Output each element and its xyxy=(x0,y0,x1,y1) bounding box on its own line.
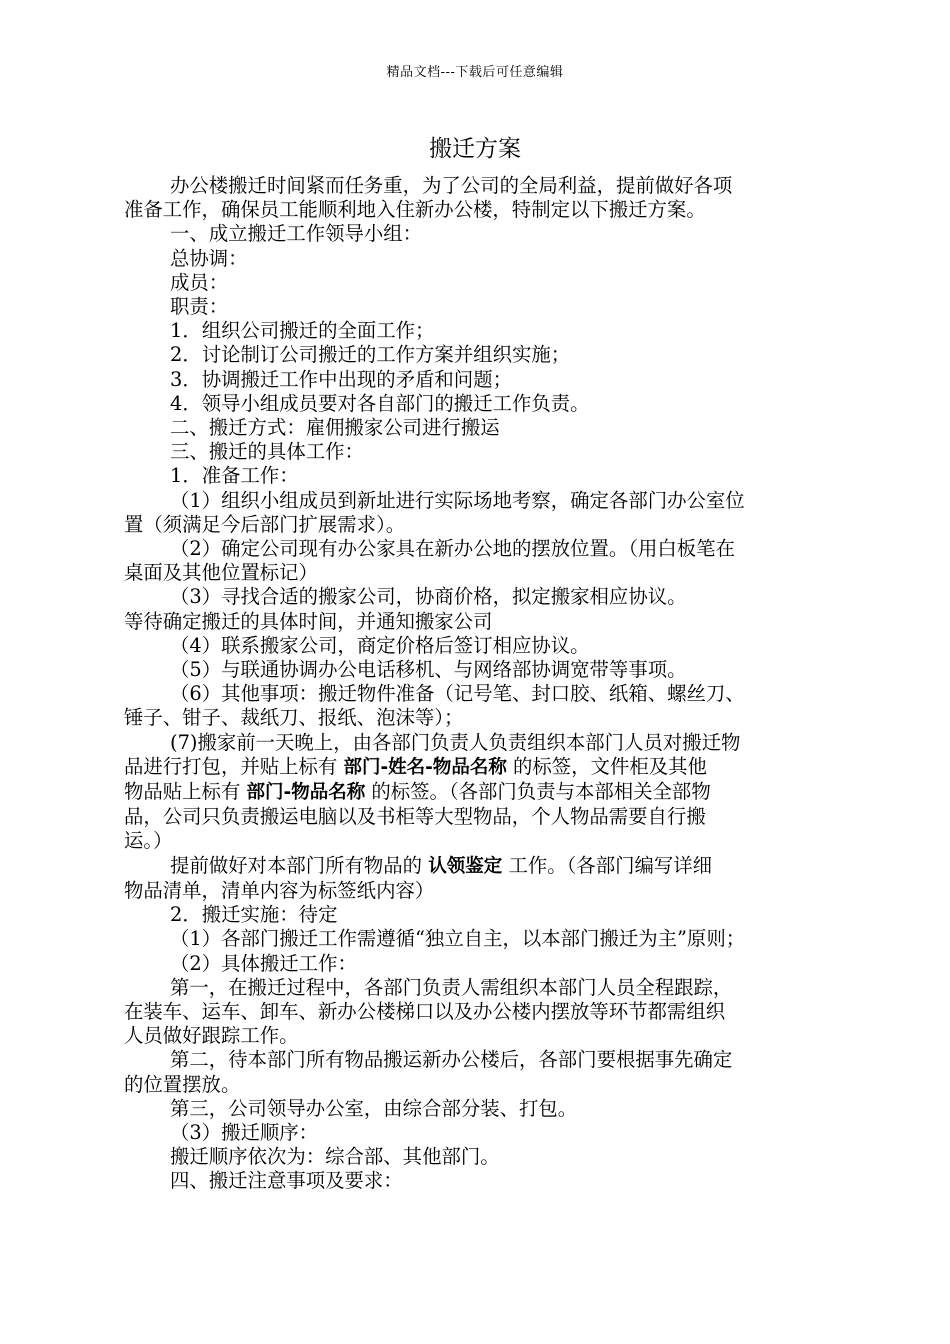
document-title: 搬迁方案 xyxy=(429,136,521,162)
list-item: 4．领导小组成员要对各自部门的搬迁工作负责。 xyxy=(170,391,590,415)
text-run: 品进行打包，并贴上标有 xyxy=(124,754,338,778)
list-item: （2）确定公司现有办公家具在新办公地的摆放位置。（用白板笔在 xyxy=(170,537,735,561)
list-item: （2）具体搬迁工作： xyxy=(170,951,357,975)
claim-check-bold: 认领鉴定 xyxy=(428,855,503,877)
list-item: （1）各部门搬迁工作需遵循“独立自主，以本部门搬迁为主”原则； xyxy=(170,927,746,951)
text-run: 提前做好对本部门所有物品的 xyxy=(170,853,423,877)
list-item: (7)搬家前一天晚上，由各部门负责人负责组织本部门人员对搬迁物 xyxy=(170,730,741,754)
text-run: 的标签。（各部门负责与本部相关全部物 xyxy=(371,780,711,804)
list-item: （3）搬迁顺序： xyxy=(170,1120,319,1144)
document-body xyxy=(124,174,834,1194)
paragraph-line: 职责： xyxy=(170,295,229,319)
list-item: （4）联系搬家公司，商定价格后签订相应协议。 xyxy=(170,633,590,657)
paragraph-line: 准备工作，确保员工能顺利地入住新办公楼，特制定以下搬迁方案。 xyxy=(124,198,706,222)
section-heading: 三、搬迁的具体工作： xyxy=(170,440,364,464)
paragraph-line: 等待确定搬迁的具体时间，并通知搬家公司 xyxy=(124,609,493,633)
list-item: （1）组织小组成员到新址进行实际场地考察，确定各部门办公室位 xyxy=(170,488,745,512)
text-run: 工作。（各部门编写详细 xyxy=(508,853,713,877)
paragraph-line: 锤子、钳子、裁纸刀、报纸、泡沫等）； xyxy=(124,706,464,730)
list-item: 2．讨论制订公司搬迁的工作方案并组织实施； xyxy=(170,343,571,367)
text-run: 物品贴上标有 xyxy=(124,780,241,804)
text-run: 的标签，文件柜及其他 xyxy=(513,754,707,778)
section-heading: 一、成立搬迁工作领导小组： xyxy=(170,222,423,246)
paragraph-line: 搬迁顺序依次为：综合部、其他部门。 xyxy=(170,1145,500,1169)
paragraph-line: 桌面及其他位置标记） xyxy=(124,561,318,585)
paragraph-line: 在装车、运车、卸车、新办公楼梯口以及办公楼内摆放等环节都需组织 xyxy=(124,999,726,1023)
page-header: 精品文档---下载后可任意编辑 xyxy=(386,65,564,80)
list-item: （3）寻找合适的搬家公司，协商价格，拟定搬家相应协议。 xyxy=(170,585,687,609)
paragraph-line: 成员： xyxy=(170,270,229,294)
paragraph-line: 物品清单，清单内容为标签纸内容） xyxy=(124,878,435,902)
label-format-bold: 部门-姓名-物品名称 xyxy=(343,756,507,778)
section-heading: 二、搬迁方式：雇佣搬家公司进行搬运 xyxy=(170,416,500,440)
paragraph-line: 的位置摆放。 xyxy=(124,1072,241,1096)
paragraph-line: 运。） xyxy=(124,829,173,853)
paragraph-line: 总协调： xyxy=(170,246,248,270)
paragraph-line xyxy=(124,755,834,780)
subsection-heading: 2．搬迁实施：待定 xyxy=(170,903,338,927)
paragraph-line: 置（须满足今后部门扩展需求）。 xyxy=(124,512,406,536)
section-heading: 四、搬迁注意事项及要求： xyxy=(170,1169,403,1193)
paragraph-line: 第三，公司领导办公室，由综合部分装、打包。 xyxy=(170,1096,578,1120)
list-item: （6）其他事项：搬迁物件准备（记号笔、封口胶、纸箱、螺丝刀、 xyxy=(170,682,745,706)
list-item: 3．协调搬迁工作中出现的矛盾和问题； xyxy=(170,367,512,391)
paragraph-line: 办公楼搬迁时间紧而任务重，为了公司的全局利益，提前做好各项 xyxy=(170,174,733,197)
label-format-bold: 部门-物品名称 xyxy=(246,782,366,804)
list-item: 1．组织公司搬迁的全面工作； xyxy=(170,319,435,343)
list-item: （5）与联通协调办公电话移机、与网络部协调宽带等事项。 xyxy=(170,658,687,682)
subsection-heading: 1．准备工作： xyxy=(170,464,299,488)
paragraph-line xyxy=(124,854,834,879)
paragraph-line: 第二，待本部门所有物品搬运新办公楼后，各部门要根据事先确定 xyxy=(170,1048,733,1072)
paragraph-line xyxy=(124,780,834,805)
paragraph-line: 第一，在搬迁过程中，各部门负责人需组织本部门人员全程跟踪， xyxy=(170,975,733,999)
paragraph-line: 品，公司只负责搬运电脑以及书柜等大型物品，个人物品需要自行搬 xyxy=(124,805,706,829)
paragraph-line: 人员做好跟踪工作。 xyxy=(124,1024,299,1048)
